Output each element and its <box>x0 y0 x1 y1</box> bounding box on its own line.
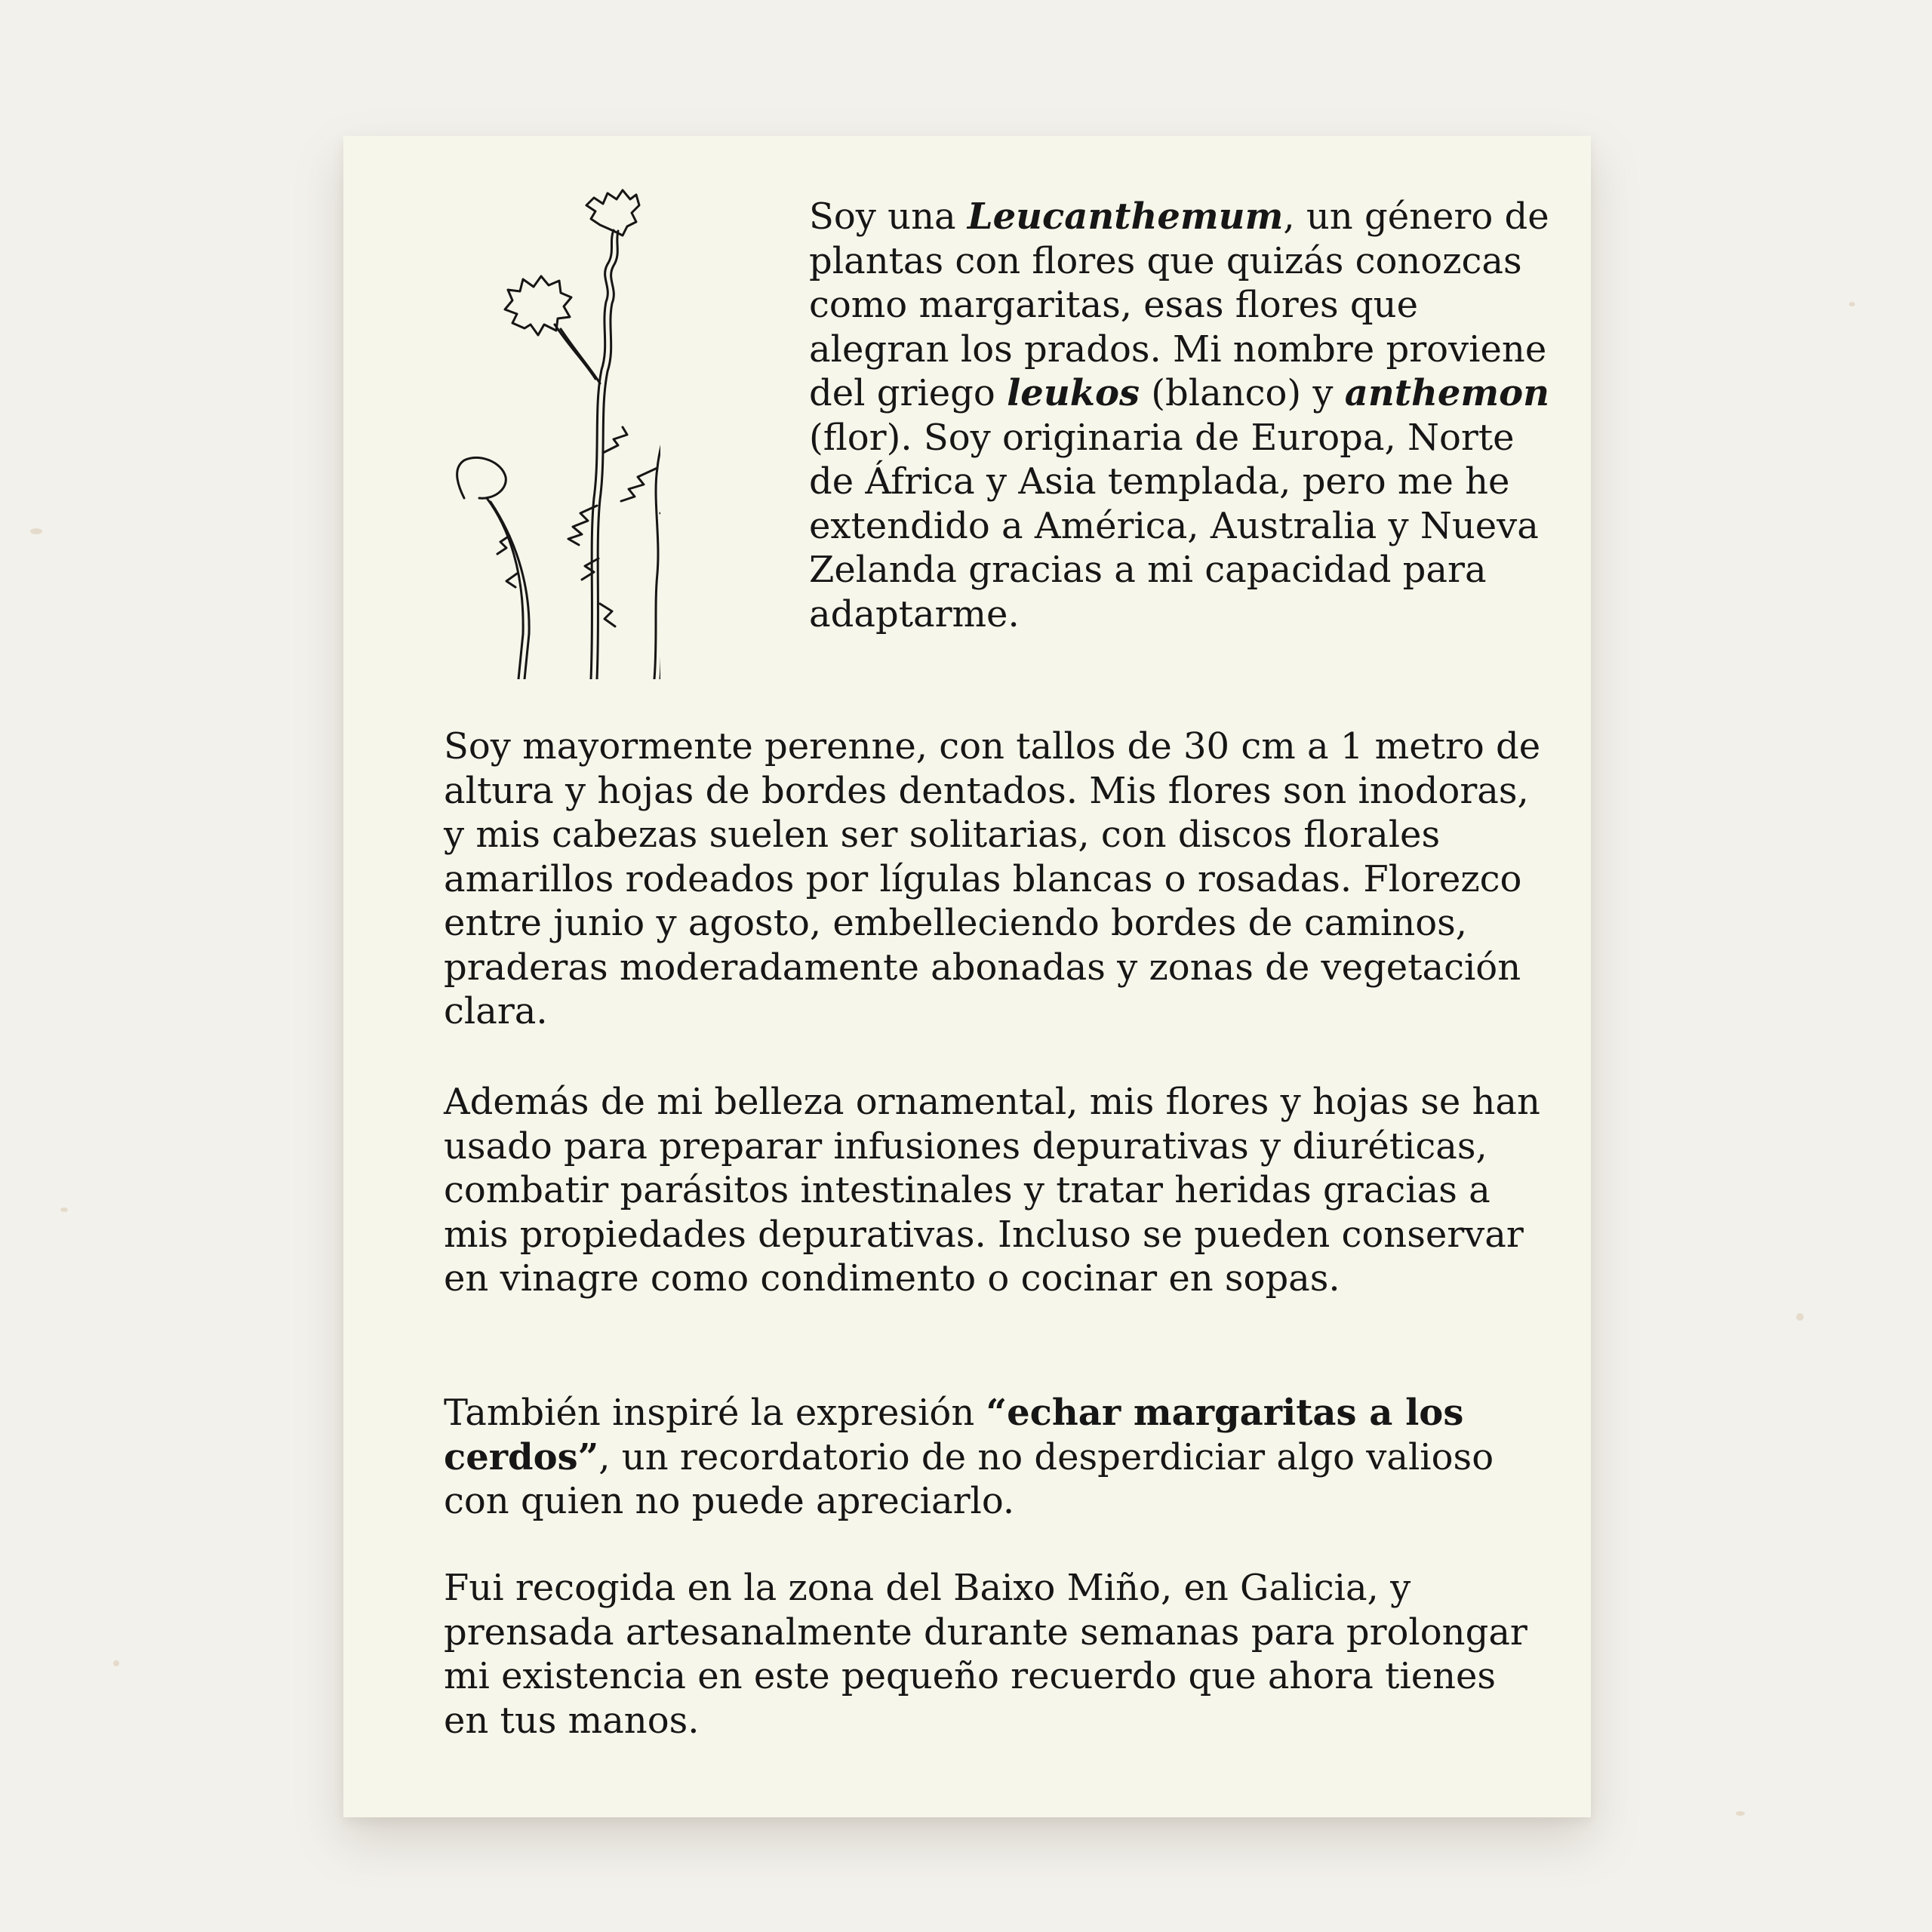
uses-paragraph: Además de mi belleza ornamental, mis flores y hojas se han usado para preparar infusiones depurativas y diuréticas, combatir parásitos intestinales y tratar heridas gracias a mis propiedades depurativas. Incluso se pueden conservar en vinagre como condimento o cocinar en sopas. <box>444 1081 1540 1300</box>
intro-paragraph: Soy una Leucanthemum, un género de plantas con flores que quizás conozcas como margaritas, esas flores que alegran los prados. Mi nombre proviene del griego leukos (blanco) y anthemon (flor). Soy originaria de Europa, Norte de África y Asia templada, pero me he extendido a América, Australia y Nueva Zelanda gracias a mi capacidad para adaptarme. <box>809 195 1573 635</box>
greek-word-leukos: leukos <box>1007 372 1140 414</box>
expression-phrase: “echar margaritas a los cerdos” <box>444 1392 1464 1478</box>
daisy-line-drawing-icon <box>434 181 660 679</box>
greek-word-anthemon: anthemon <box>1344 372 1550 414</box>
origin-paragraph: Fui recogida en la zona del Baixo Miño, en Galicia, y prensada artesanalmente durante semanas para prolongar mi existencia en este pequeño recuerdo que ahora tienes en tus manos. <box>444 1567 1527 1742</box>
genus-name: Leucanthemum <box>967 195 1284 238</box>
info-card <box>343 136 1591 1817</box>
description-paragraph: Soy mayormente perenne, con tallos de 30 cm a 1 metro de altura y hojas de bordes dentados. Mis flores son inodoras, y mis cabezas suelen ser solitarias, con discos florales amarillos rodeados por lígulas blancas o rosadas. Florezco entre junio y agosto, embelleciendo bordes de caminos, praderas moderadamente abonadas y zonas de vegetación clara. <box>444 725 1541 1032</box>
expression-paragraph: También inspiré la expresión “echar margaritas a los cerdos”, un recordatorio de no desperdiciar algo valioso con quien no puede apreciarlo. <box>444 1392 1494 1522</box>
